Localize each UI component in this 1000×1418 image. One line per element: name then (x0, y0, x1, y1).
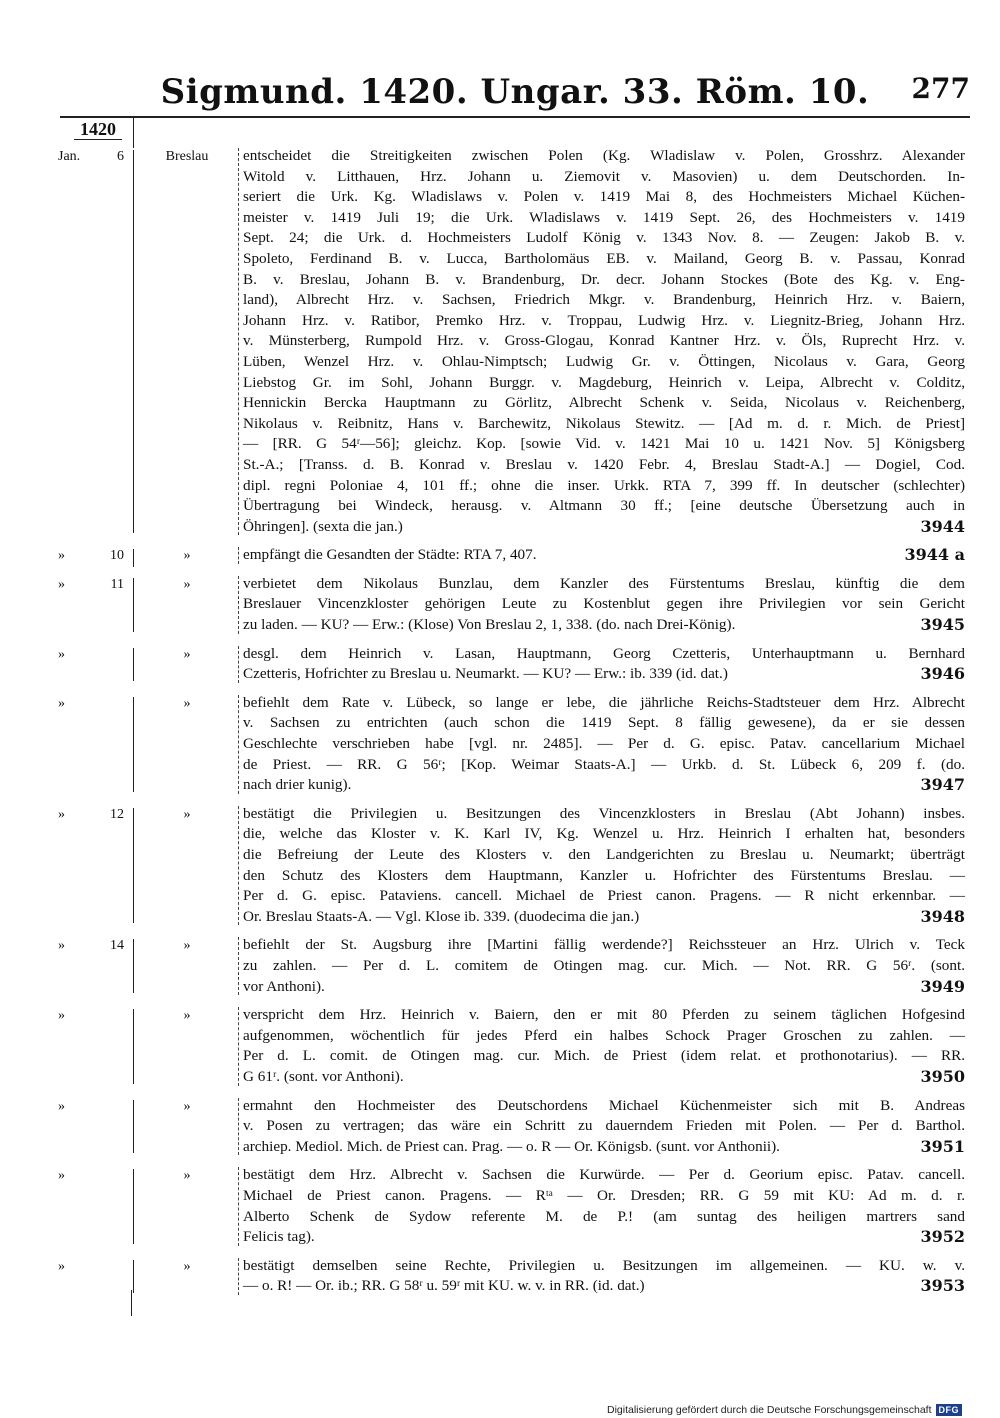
text-divider (238, 576, 239, 634)
entry-text (243, 644, 965, 685)
footer-credit (607, 1401, 962, 1418)
regest-entry (0, 935, 1000, 997)
regest-entry (0, 693, 1000, 796)
entry-text-line: Öhringen]. (sexta die jan.) (243, 517, 403, 535)
entry-text-line: Geschlechte verschrieben habe [vgl. nr. 2485]. — Per d. G. episc. Patav. cancellarium Michael (243, 735, 965, 753)
text-divider (238, 806, 239, 926)
entry-text (243, 1005, 965, 1087)
entry-spacer (0, 997, 1000, 1005)
entry-spacer (0, 927, 1000, 935)
entry-number: 3953 (920, 1276, 965, 1296)
entry-text-line: Nikolaus v. Reibnitz, Hans v. Barchewitz, Nikolaus Stewitz. — [Ad m. d. r. Mich. de Priest] (243, 414, 965, 432)
entry-place: » (183, 806, 191, 822)
text-divider (238, 547, 239, 564)
entry-text-line: Übertragung bei Windeck, herausg. v. Altmann 30 ff.; [eine deutsche Übersetzung auch in (243, 497, 965, 515)
entry-text-line: land), Albrecht Hrz. v. Sachsen, Friedrich Mkgr. v. Brandenburg, Heinrich Hrz. v. Baiern, (243, 291, 965, 309)
entry-number: 3949 (920, 976, 965, 996)
dfg-logo: DFG (936, 1404, 963, 1416)
column-divider (133, 118, 134, 148)
entry-place: » (183, 576, 191, 592)
entry-text (243, 574, 965, 636)
entry-text-line: Lüben, Wenzel Hrz. v. Ohlau-Nimptsch; Ludwig Gr. v. Öttingen, Nicolaus v. Gara, Georg (243, 352, 965, 370)
regest-entry (0, 1256, 1000, 1297)
entry-text-line: de Priest. — RR. G 56ʳ; [Kop. Weimar Staats-A.] — Urkb. d. St. Lübeck 6, 209 f. (do. (243, 755, 965, 773)
entry-day: 12 (110, 806, 124, 822)
column-divider (133, 1009, 134, 1083)
entry-text-line: bestätigt dem Hrz. Albrecht v. Sachsen die Kurwürde. — Per d. Georium episc. Patav. cancell. (243, 1166, 965, 1184)
page-number: 277 (911, 72, 970, 105)
text-divider (238, 1098, 239, 1156)
entry-text-line: bestätigt die Privilegien u. Besitzungen des Vincenzklosters in Breslau (Abt Johann) insbes. (243, 804, 965, 822)
entry-number: 3944 a (904, 545, 965, 565)
entry-spacer (0, 537, 1000, 545)
regest-entry (0, 804, 1000, 928)
column-divider (133, 150, 134, 533)
entry-text-line: den Schutz des Klosters dem Hauptmann, Kanzler u. Hofrichter des Fürstentums Breslau. — (243, 866, 965, 884)
entry-day: 10 (110, 548, 124, 564)
entry-month: » (58, 1098, 65, 1114)
entry-text-line: zu laden. — KU? — Erw.: (Klose) Von Breslau 2, 1, 338. (do. nach Drei-König). (243, 616, 736, 634)
regest-entry (0, 1005, 1000, 1087)
column-divider (133, 1100, 134, 1154)
entry-day: 11 (110, 576, 124, 592)
entry-text-line: verspricht dem Hrz. Heinrich v. Baiern, den er mit 80 Pferden zu seinem täglichen Hofgesind (243, 1006, 965, 1024)
entry-text-line: ermahnt den Hochmeister des Deutschordens Michael Küchenmeister sich mit B. Andreas (243, 1096, 965, 1114)
column-divider (133, 1169, 134, 1243)
text-divider (238, 1167, 239, 1245)
regest-entry (0, 1096, 1000, 1158)
entry-text-line: die, welche das Kloster v. K. Karl IV, Kg. Wenzel u. Hrz. Heinrich I erhalten hat, besonders (243, 825, 965, 843)
entry-text-line: archiep. Mediol. Mich. de Priest can. Prag. — o. R — Or. Königsb. (sunt. vor Anthonii). (243, 1137, 780, 1155)
entry-month: » (58, 548, 65, 564)
regest-entry (0, 545, 1000, 566)
entry-day: 6 (117, 149, 124, 164)
entry-text-line: die Befreiung der Leute des Klosters v. den Landgerichten zu Breslau u. Neumarkt; überträgt (243, 846, 965, 863)
entry-text-line: Czetteris, Hofrichter zu Breslau u. Neumarkt. — KU? — Erw.: ib. 339 (id. dat.) (243, 665, 728, 683)
entry-text-line: seriert die Urk. Kg. Wladislaws v. Polen v. 1419 Mai 8, des Hochmeisters Michael Küchen- (243, 188, 965, 206)
entry-month: » (58, 576, 65, 592)
entry-text (243, 545, 965, 566)
entry-place: » (183, 646, 191, 662)
entry-text (243, 804, 965, 928)
entry-text (243, 1256, 965, 1297)
entry-text-line: vor Anthoni). (243, 977, 325, 995)
entry-number: 3947 (920, 775, 965, 795)
text-divider (238, 695, 239, 794)
text-divider (238, 1258, 239, 1295)
text-divider (238, 1007, 239, 1085)
entry-text-line: Hennickin Bercka Hauptmann zu Görlitz, Albrecht Schenk v. Seida, Nicolaus v. Reichenberg, (243, 394, 965, 412)
entry-text-line: G 61ʳ. (sont. vor Anthoni). (243, 1067, 404, 1085)
entry-spacer (0, 796, 1000, 804)
entry-spacer (0, 685, 1000, 693)
entry-text-line: befiehlt dem Rate v. Lübeck, so lange er lebe, die jährliche Reichs-Stadtsteuer dem Hrz. Albrecht (243, 693, 965, 711)
entry-text-line: bestätigt demselben seine Rechte, Privilegien u. Besitzungen im allgemeinen. — KU. w. v. (243, 1256, 965, 1274)
entry-text-line: entscheidet die Streitigkeiten zwischen Polen (Kg. Wladislaw v. Polen, Grosshrz. Alexander (243, 147, 965, 164)
entry-place: » (183, 1098, 191, 1114)
entry-text-line: Spoleto, Ferdinand B. v. Lucca, Bartholomäus EB. v. Mailand, Georg B. v. Passau, Konrad (243, 249, 965, 267)
column-divider (133, 697, 134, 792)
entry-number: 3948 (920, 906, 965, 926)
entry-month: » (58, 1168, 65, 1184)
entry-month: Jan. (58, 149, 81, 164)
entry-text-line: empfängt die Gesandten der Städte: RTA 7, 407. (243, 546, 537, 564)
entry-text (243, 1165, 965, 1247)
entry-text-line: Felicis tag). (243, 1228, 315, 1246)
entry-place: » (183, 1008, 191, 1024)
column-divider (133, 578, 134, 632)
entry-place: » (183, 938, 191, 954)
entry-spacer (0, 1297, 1000, 1305)
column-divider (133, 549, 134, 567)
entry-spacer (0, 1157, 1000, 1165)
entry-text-line: Per d. G. episc. Pataviens. cancell. Michael de Priest canon. Pragens. — R nicht erkennbar. — (243, 887, 965, 905)
entry-spacer (0, 1248, 1000, 1256)
regest-entry (0, 146, 1000, 537)
entry-text-line: Sept. 24; die Urk. d. Hochmeisters Ludolf König v. 1343 Nov. 8. — Zeugen: Jakob B. v. (243, 229, 965, 247)
entry-text-line: nach drier kunig). (243, 776, 352, 794)
entry-number: 3946 (920, 664, 965, 684)
entry-text-line: aufgenommen, wöchentlich für jedes Pferd ein halbes Schock Prager Groschen zu zahlen. — (243, 1026, 965, 1044)
entry-text-line: Or. Breslau Staats-A. — Vgl. Klose ib. 339. (duodecima die jan.) (243, 907, 640, 925)
text-divider (238, 937, 239, 995)
entry-text-line: zu zahlen. — Per d. L. comitem de Otingen mag. cur. Mich. — Not. RR. G 56ʳ. (sont. (243, 956, 965, 974)
entry-text-line: — [RR. G 54ʳ—56]; gleichz. Kop. [sowie Vid. v. 1421 Mai 10 u. 1421 Nov. 5] Königsberg (243, 435, 965, 453)
entry-text-line: v. Münsterberg, Rumpold Hrz. v. Gross-Glogau, Konrad Kantner Hrz. v. Öls, Ruprecht Hrz. v. (243, 332, 965, 350)
column-divider (133, 648, 134, 681)
text-divider (238, 148, 239, 535)
entry-text-line: St.-A.; [Transs. d. B. Konrad v. Breslau v. 1420 Febr. 4, Breslau Stadt-A.] — Dogiel, Cod. (243, 455, 965, 473)
entry-text-line: Breslauer Vincenzkloster gehörigen Leute zu Kostenblut gegen ihre Privilegien vor sein Gericht (243, 595, 965, 613)
entry-text-line: dipl. regni Poloniae 4, 101 ff.; ohne die inser. Urkk. RTA 7, 399 ff. In deutscher (schlechter) (243, 476, 965, 494)
entry-number: 3952 (920, 1227, 965, 1247)
column-divider (133, 1260, 134, 1293)
entry-text-line: Alberto Schenk de Sydow referente M. de P.! (am suntag des heiligen martrers sand (243, 1207, 965, 1225)
entry-text (243, 146, 965, 537)
entry-number: 3944 (920, 516, 965, 536)
entry-text-line: Per d. L. comit. de Otingen mag. cur. Mich. de Priest (idem relat. et prothonotarius). — RR. (243, 1047, 965, 1065)
page-header (60, 68, 970, 118)
entry-text (243, 1096, 965, 1158)
entry-text-line: desgl. dem Heinrich v. Lasan, Hauptmann, Georg Czetteris, Unterhauptmann u. Bernhard (243, 644, 965, 662)
entry-text-line: Michael de Priest canon. Pragens. — Rᵗᵃ — Or. Dresden; RR. G 59 mit KU: Ad m. d. r. (243, 1186, 965, 1204)
column-divider (133, 939, 134, 993)
entry-text-line: B. v. Breslau, Johann B. v. Brandenburg, Dr. decr. Johann Stockes (Bote des Kg. v. Eng- (243, 270, 965, 288)
entry-text-line: Johann Hrz. v. Ratibor, Premko Hrz. v. Troppau, Ludwig Hrz. v. Liegnitz-Brieg, Johann Hrz. (243, 311, 965, 329)
entry-place: » (183, 1258, 191, 1274)
regest-entry (0, 574, 1000, 636)
entry-month: » (58, 938, 65, 954)
entry-day: 14 (110, 938, 124, 954)
entry-place: » (183, 548, 191, 564)
entry-place: » (183, 695, 191, 711)
text-divider (238, 646, 239, 683)
year-label: 1420 (74, 119, 122, 140)
regest-entry (0, 1165, 1000, 1247)
running-title: Sigmund. 1420. Ungar. 33. Röm. 10. (160, 72, 870, 112)
entry-text (243, 935, 965, 997)
entry-text-line: v. Sachsen zu entrichten (auch schon die 1419 Sept. 8 fällig gewesene), da er sie dessen (243, 714, 965, 732)
entry-spacer (0, 1088, 1000, 1096)
entry-text-line: Witold v. Litthauen, Hrz. Johann u. Ziemovit v. Masovien) u. dem Deutschorden. In- (243, 167, 965, 185)
entry-month: » (58, 1008, 65, 1024)
regest-entry (0, 644, 1000, 685)
entry-place: Breslau (165, 149, 209, 164)
entry-month: » (58, 646, 65, 662)
entry-spacer (0, 636, 1000, 644)
entry-text-line: meister v. 1419 Juli 19; die Urk. Wladislaws v. 1419 Sept. 26, des Hochmeisters v. 1419 (243, 208, 965, 226)
entry-text-line: — o. R! — Or. ib.; RR. G 58ʳ u. 59ʳ mit KU. w. v. in RR. (id. dat.) (243, 1277, 645, 1295)
entry-text-line: Liebstog Gr. im Sohl, Johann Burggr. v. Magdeburg, Heinrich v. Leipa, Albrecht v. Colditz, (243, 373, 965, 391)
entry-text-line: verbietet dem Nikolaus Bunzlau, dem Kanzler des Fürstentums Breslau, künftig die dem (243, 574, 965, 592)
footer-credit-text: Digitalisierung gefördert durch die Deutsche Forschungsgemeinschaft (606, 1403, 932, 1416)
entry-number: 3950 (920, 1066, 965, 1086)
header-rule (60, 116, 970, 118)
entry-text-line: befiehlt der St. Augsburg ihre [Martini fällig werdende?] Reichssteuer an Hrz. Ulrich v. Teck (243, 936, 965, 954)
entry-text-line: v. Posen zu vertragen; das wäre ein Schritt zu dauerndem Frieden mit Polen. — Per d. Barthol. (243, 1117, 965, 1135)
entry-number: 3945 (920, 615, 965, 635)
column-divider (133, 808, 134, 924)
column-divider (131, 1290, 132, 1316)
regesta-list (0, 146, 1000, 1305)
entry-place: » (183, 1168, 191, 1184)
entry-text (243, 693, 965, 796)
entry-month: » (58, 1258, 65, 1274)
entry-month: » (58, 806, 65, 822)
entry-number: 3951 (920, 1136, 965, 1156)
entry-month: » (58, 695, 65, 711)
